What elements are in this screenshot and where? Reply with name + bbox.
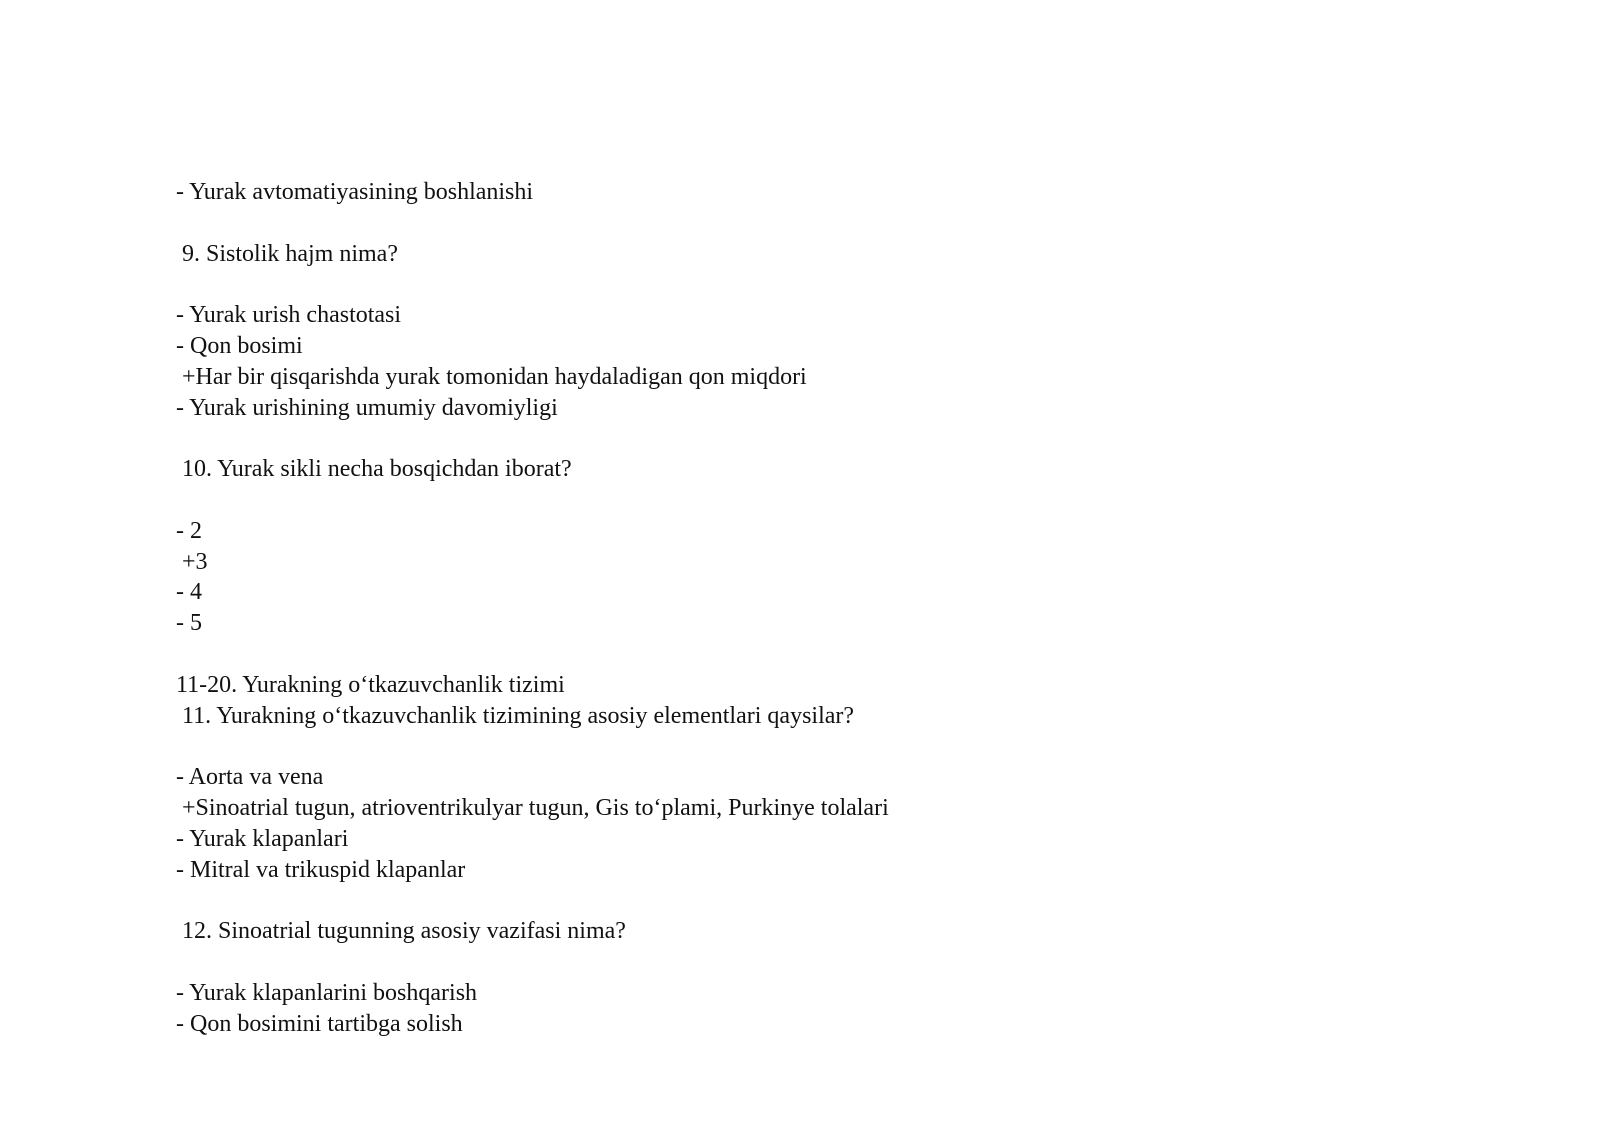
blank-line <box>176 269 1476 300</box>
correct-answer: +Sinoatrial tugun, atrioventrikulyar tugun, Gis to‘plami, Purkinye tolalari <box>176 794 889 821</box>
question-10: 10. Yurak sikli necha bosqichdan iborat? <box>176 456 572 483</box>
answer-option: - Yurak urish chastotasi <box>176 302 402 329</box>
answer-option: - 2 <box>176 517 202 544</box>
question-9: 9. Sistolik hajm nima? <box>176 240 398 267</box>
answer-option: - 5 <box>176 610 202 637</box>
answer-option: - Yurak avtomatiyasining boshlanishi <box>176 179 534 205</box>
blank-line <box>176 208 1476 239</box>
answer-option: - 4 <box>176 579 202 606</box>
section-heading: 11-20. Yurakning o‘tkazuvchanlik tizimi <box>176 671 565 698</box>
answer-option: - Yurak urishining umumiy davomiyligi <box>176 394 558 421</box>
answer-option: - Qon bosimi <box>176 332 303 359</box>
document-body <box>176 177 1476 1039</box>
blank-line <box>176 423 1476 454</box>
answer-option: - Yurak klapanlari <box>176 825 349 852</box>
answer-option: - Yurak klapanlarini boshqarish <box>176 979 478 1006</box>
blank-line <box>176 885 1476 916</box>
answer-option: - Qon bosimini tartibga solish <box>176 1010 463 1037</box>
blank-line <box>176 731 1476 762</box>
correct-answer: +3 <box>176 548 208 575</box>
blank-line <box>176 639 1476 670</box>
question-11: 11. Yurakning o‘tkazuvchanlik tizimining asosiy elementlari qaysilar? <box>176 702 855 729</box>
blank-line <box>176 947 1476 978</box>
correct-answer: +Har bir qisqarishda yurak tomonidan haydaladigan qon miqdori <box>176 363 807 390</box>
blank-line <box>176 485 1476 516</box>
answer-option: - Mitral va trikuspid klapanlar <box>176 856 466 883</box>
answer-option: - Aorta va vena <box>176 764 324 791</box>
question-12: 12. Sinoatrial tugunning asosiy vazifasi nima? <box>176 918 626 945</box>
